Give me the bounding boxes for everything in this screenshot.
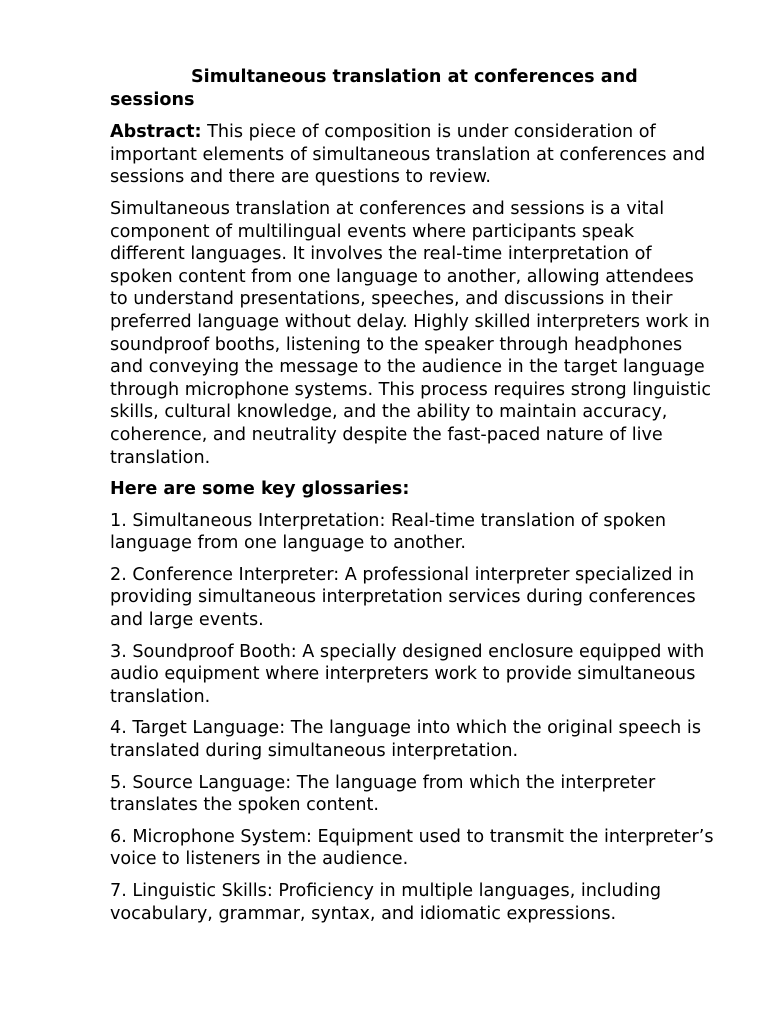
glossary-item: 2. Conference Interpreter: A professional interpreter specialized in providing simultaneous interpretation services during conferences and large events. [110,564,696,631]
glossary-item: 4. Target Language: The language into which the original speech is translated during simultaneous interpretation. [110,718,701,762]
glossary-heading: Here are some key glossaries: [110,479,410,500]
glossary-item: 3. Soundproof Booth: A specially designed enclosure equipped with audio equipment where interpreters work to provide simultaneous translation. [110,641,705,707]
abstract-text: This piece of composition is under consideration of important elements of simultaneous translation at conferences and sessions and there are questions to review. [110,122,706,188]
abstract-label: Abstract: [110,122,202,143]
glossary-item: 6. Microphone System: Equipment used to transmit the interpreter’s voice to listeners in the audience. [110,826,714,870]
glossary-item: 1. Simultaneous Interpretation: Real-time translation of spoken language from one language to another. [110,510,666,554]
glossary-list [110,510,714,926]
intro-paragraph: Simultaneous translation at conferences and sessions is a vital component of multilingual events where participants speak different languages. It involves the real-time interpretation of spoken content from one language to another, allowing attendees to understand presentations, speeches, and discussions in their preferred language without delay. Highly skilled interpreters work in soundproof booths, listening to the speaker through headphones and conveying the message to the audience in the target language through microphone systems. This process requires strong linguistic skills, cultural knowledge, and the ability to maintain accuracy, coherence, and neutrality despite the fast-paced nature of live translation. [110,198,712,468]
glossary-item: 7. Linguistic Skills: Proficiency in multiple languages, including vocabulary, grammar, syntax, and idiomatic expressions. [110,881,662,924]
glossary-item: 5. Source Language: The language from which the interpreter translates the spoken content. [110,772,656,816]
abstract-paragraph [110,121,714,189]
document-title: Simultaneous translation at conferences and sessions [110,67,638,110]
